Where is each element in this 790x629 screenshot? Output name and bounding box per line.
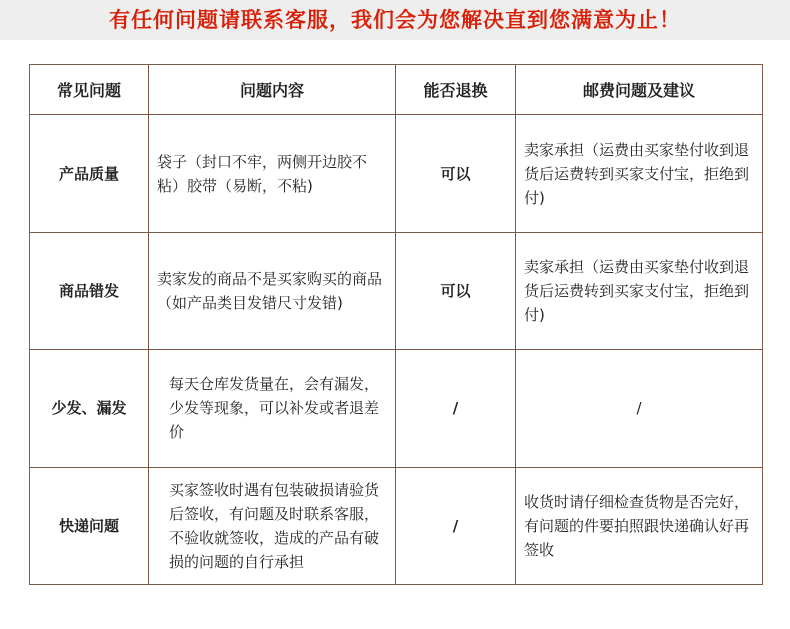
- header-content: 问题内容: [149, 65, 396, 115]
- table-row: [30, 350, 763, 467]
- row-shipping: 收货时请仔细检查货物是否完好，有问题的件要拍照跟快递确认好再签收: [516, 467, 763, 584]
- banner-title: 有任何问题请联系客服，我们会为您解决直到您满意为止！: [0, 0, 790, 40]
- table-header-row: [30, 65, 763, 115]
- row-shipping: 卖家承担（运费由买家垫付收到退货后运费转到买家支付宝，拒绝到付): [516, 232, 763, 349]
- row-content: 买家签收时遇有包装破损请验货后签收，有问题及时联系客服，不验收就签收，造成的产品有破损的问题的自行承担: [149, 467, 396, 584]
- row-refund: 可以: [396, 115, 516, 232]
- table-row: [30, 232, 763, 349]
- header-refund: 能否退换: [396, 65, 516, 115]
- row-category: 产品质量: [30, 115, 149, 232]
- row-refund: 可以: [396, 232, 516, 349]
- table-row: [30, 115, 763, 232]
- row-content: 袋子（封口不牢，两侧开边胶不粘）胶带（易断，不粘): [149, 115, 396, 232]
- header-shipping: 邮费问题及建议: [516, 65, 763, 115]
- row-category: 少发、漏发: [30, 350, 149, 467]
- header-category: 常见问题: [30, 65, 149, 115]
- row-refund: /: [396, 350, 516, 467]
- row-shipping: /: [516, 350, 763, 467]
- row-refund: /: [396, 467, 516, 584]
- row-category: 商品错发: [30, 232, 149, 349]
- row-shipping: 卖家承担（运费由买家垫付收到退货后运费转到买家支付宝，拒绝到付): [516, 115, 763, 232]
- table-row: [30, 467, 763, 584]
- row-content: 卖家发的商品不是买家购买的商品（如产品类目发错尺寸发错): [149, 232, 396, 349]
- row-content: 每天仓库发货量在，会有漏发，少发等现象，可以补发或者退差价: [149, 350, 396, 467]
- row-category: 快递问题: [30, 467, 149, 584]
- faq-table: [29, 64, 763, 585]
